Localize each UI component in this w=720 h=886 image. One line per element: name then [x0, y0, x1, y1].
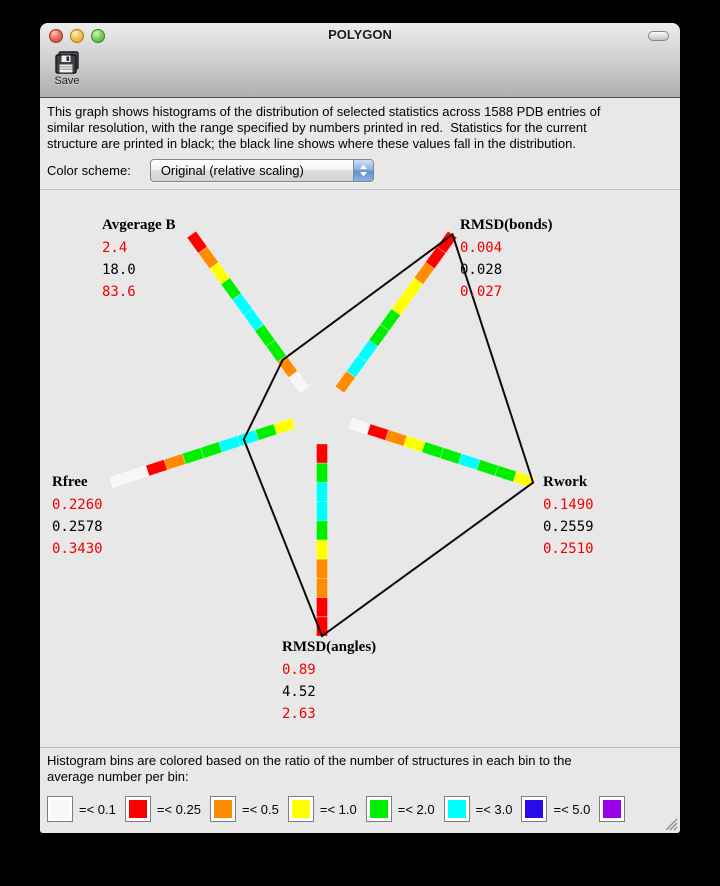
axis-current-value: 0.028	[460, 262, 503, 278]
legend-line-1: Histogram bins are colored based on the ratio of the number of structures in each bin to the	[47, 753, 572, 768]
legend-bin-label: =< 0.1	[79, 801, 116, 817]
legend-bin-label: =< 1.0	[319, 801, 357, 817]
description-panel	[40, 98, 680, 190]
legend-swatch-color-red	[129, 800, 147, 818]
legend-bin-label: =< 3.0	[475, 801, 513, 817]
legend-swatch-color-blue	[525, 800, 543, 818]
axis-label: RMSD(bonds)	[460, 217, 553, 233]
histogram-segment-rwork-4	[422, 442, 444, 458]
legend-item-white	[47, 796, 116, 822]
histogram-segment-rwork-2	[385, 430, 407, 446]
histogram-segment-rfree-1	[255, 424, 277, 440]
legend-item-blue	[521, 796, 590, 822]
histogram-segment-rfree-8	[127, 466, 149, 482]
axis-min-value: 0.004	[460, 240, 503, 256]
legend-bin-label: =< 5.0	[553, 801, 591, 817]
description-line-1: This graph shows histograms of the distribution of selected statistics across 1588 PDB entries of	[47, 104, 601, 119]
legend-swatch-purple	[599, 796, 625, 822]
legend-bins-row	[47, 796, 680, 822]
description-line-2: similar resolution, with the range specified by numbers printed in red. Statistics for the current	[47, 120, 587, 135]
legend-item-yellow	[288, 796, 357, 822]
metric-block-rmsd-bonds	[460, 217, 553, 303]
legend-bin-label: =< 2.0	[397, 801, 435, 817]
toolbar-toggle-button[interactable]	[648, 31, 669, 41]
metric-block-rmsd-angles	[282, 639, 376, 725]
axis-current-value: 18.0	[102, 262, 136, 278]
app-window	[40, 23, 680, 833]
save-icon	[54, 50, 80, 75]
histogram-segment-rfree-5	[182, 448, 204, 464]
metric-block-average-b	[102, 217, 175, 303]
legend-swatch-green	[366, 796, 392, 822]
legend-swatch-cyan	[444, 796, 470, 822]
axis-label: Rwork	[543, 474, 588, 490]
color-scheme-dropdown[interactable]	[150, 159, 374, 182]
legend-swatch-color-purple	[603, 800, 621, 818]
histogram-segment-rmsd-angles-6	[317, 559, 328, 578]
histogram-segment-rfree-9	[109, 471, 131, 487]
titlebar[interactable]	[40, 23, 680, 47]
histogram-segment-rfree-4	[201, 442, 223, 458]
color-scheme-row	[47, 159, 680, 182]
histogram-segment-rfree-0	[274, 418, 296, 434]
histogram-segment-rwork-6	[458, 454, 480, 470]
legend-line-2: average number per bin:	[47, 769, 189, 784]
histogram-segment-rmsd-angles-2	[317, 482, 328, 501]
histogram-segment-rfree-3	[219, 436, 241, 452]
histogram-segment-rmsd-angles-8	[317, 598, 328, 617]
legend-bin-label: =< 0.5	[241, 801, 279, 817]
legend-swatch-blue	[521, 796, 547, 822]
axis-min-value: 0.2260	[52, 497, 103, 513]
window-header	[40, 23, 680, 98]
polygon-plot	[40, 190, 680, 748]
legend-item-red	[125, 796, 201, 822]
histogram-segment-rmsd-angles-3	[317, 502, 328, 521]
legend-item-cyan	[444, 796, 513, 822]
axis-max-value: 0.2510	[543, 541, 594, 557]
axis-min-value: 0.1490	[543, 497, 594, 513]
histogram-segment-rmsd-angles-5	[317, 540, 328, 559]
legend-item-orange	[210, 796, 279, 822]
histogram-segment-rwork-0	[349, 418, 371, 434]
legend-swatch-color-white	[51, 800, 69, 818]
histogram-segment-rfree-6	[164, 454, 186, 470]
axis-max-value: 83.6	[102, 284, 136, 300]
axis-current-value: 0.2578	[52, 519, 103, 535]
legend-item-purple	[599, 796, 625, 822]
legend-swatch-color-cyan	[448, 800, 466, 818]
axis-min-value: 0.89	[282, 662, 316, 678]
legend-item-green	[366, 796, 435, 822]
legend-swatch-color-yellow	[292, 800, 310, 818]
legend-swatch-color-green	[370, 800, 388, 818]
histogram-segment-rwork-3	[404, 436, 426, 452]
legend-swatch-red	[125, 796, 151, 822]
axis-label: RMSD(angles)	[282, 639, 377, 655]
metric-block-rfree	[52, 474, 103, 560]
axis-max-value: 0.3430	[52, 541, 103, 557]
axis-current-value: 0.2559	[543, 519, 594, 535]
axis-label: Avgerage B	[102, 217, 176, 233]
histogram-segment-rwork-8	[495, 466, 517, 482]
legend-swatch-orange	[210, 796, 236, 822]
legend-swatch-yellow	[288, 796, 314, 822]
description-line-3: structure are printed in black; the black line shows where these values fall in the distribution.	[47, 136, 576, 151]
histogram-segment-rwork-7	[477, 460, 499, 476]
axis-max-value: 0.027	[460, 284, 503, 300]
dropdown-arrows-icon	[353, 160, 373, 181]
legend-swatch-color-orange	[214, 800, 232, 818]
window-title: POLYGON	[328, 27, 392, 42]
resize-grip[interactable]	[663, 816, 678, 831]
axis-current-value: 4.52	[282, 684, 316, 700]
axis-min-value: 2.4	[102, 240, 128, 256]
histogram-segment-rmsd-angles-4	[317, 521, 328, 540]
histogram-segment-rmsd-angles-7	[317, 578, 328, 597]
histogram-segment-rwork-5	[440, 448, 462, 464]
save-button-label: Save	[54, 75, 80, 87]
axis-max-value: 2.63	[282, 706, 316, 722]
histogram-segment-rmsd-angles-0	[317, 444, 328, 463]
legend-panel	[40, 748, 680, 833]
histogram-segment-rmsd-angles-1	[317, 463, 328, 482]
histogram-segment-rfree-7	[146, 460, 168, 476]
color-scheme-selected-value: Original (relative scaling)	[160, 163, 304, 178]
axis-label: Rfree	[52, 474, 88, 490]
metric-block-rwork	[543, 474, 594, 560]
legend-bin-label: =< 0.25	[156, 801, 201, 817]
histogram-segment-rwork-1	[367, 424, 389, 440]
save-button[interactable]	[48, 50, 86, 87]
color-scheme-label: Color scheme:	[47, 163, 131, 178]
legend-swatch-white	[47, 796, 73, 822]
